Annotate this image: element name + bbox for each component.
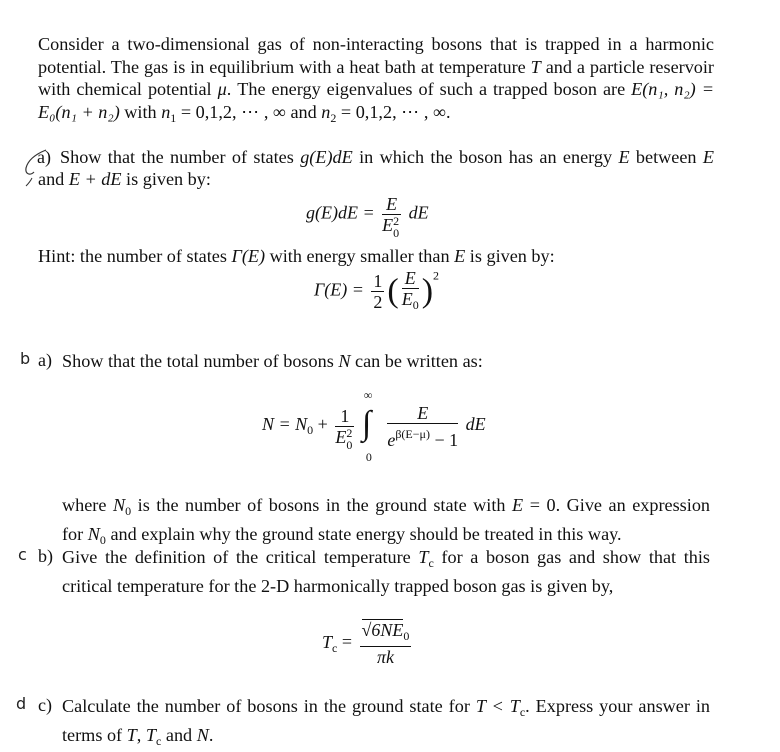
qa-text: in which the boson has an energy	[353, 147, 619, 167]
exponent: β(E−μ)	[395, 427, 430, 441]
superscript: 2	[346, 423, 352, 443]
exp-base: e	[387, 430, 395, 450]
hint-line	[38, 245, 714, 268]
eq-dE: dE	[409, 203, 429, 223]
intro-line-3	[38, 78, 714, 101]
qa-text: Show that the number of states	[60, 147, 300, 167]
symbol-T: T	[418, 547, 428, 567]
fraction-numerator: E	[402, 268, 419, 289]
subscript-2: 2	[330, 111, 336, 125]
subscript: c	[332, 641, 337, 655]
equation-gamma-of-E	[314, 268, 439, 315]
subscript-1: 1	[170, 111, 176, 125]
subscript: 0	[346, 435, 352, 455]
qc-text: Give the definition of the critical temperature	[62, 547, 418, 567]
equation-g-of-E	[306, 194, 429, 235]
intro-text: . The energy eigenvalues of such a trapped boson are	[227, 79, 631, 99]
eq-lhs-text: N = N	[262, 414, 307, 434]
intro-line-1: Consider a two-dimensional gas of non-interacting bosons that is trapped in a harmonic	[38, 33, 714, 56]
qd-text: terms of	[62, 725, 127, 745]
symbol-N: N	[338, 351, 350, 371]
question-c-text	[62, 546, 710, 597]
integral-symbol: ∫	[362, 400, 371, 448]
symbol-n: n	[161, 102, 170, 122]
g-of-E: g(E)dE	[300, 147, 353, 167]
fraction-numerator: E	[382, 194, 401, 215]
qa-text: is given by:	[122, 169, 211, 189]
qd-line-1	[62, 695, 710, 724]
fraction-denominator	[335, 427, 354, 447]
hint-text	[38, 245, 714, 268]
question-a-text	[60, 146, 714, 169]
handwritten-letter: b	[20, 349, 30, 368]
eq-lhs	[322, 632, 337, 652]
subscript: c	[428, 556, 433, 570]
qd-text: . Express your answer in	[525, 696, 710, 716]
den-scripts	[393, 221, 401, 231]
integral-sign	[362, 400, 380, 452]
symbol-E: E	[703, 147, 714, 167]
right-paren: )	[422, 273, 433, 310]
qa-text: between	[630, 147, 703, 167]
qd-text: ,	[137, 725, 146, 745]
qc-text: for a boson gas and show that this	[434, 547, 710, 567]
qb-text: can be written as:	[350, 351, 482, 371]
handwritten-letter: d	[16, 694, 26, 713]
fraction-Tc	[360, 620, 412, 667]
symbol-E: E	[512, 495, 523, 515]
exponent: 2	[433, 269, 439, 283]
equation-total-N	[262, 400, 486, 452]
question-a-line-1	[60, 146, 714, 169]
symbol-E: E	[454, 246, 465, 266]
subscript: 0	[100, 533, 106, 547]
symbol-n: n	[321, 102, 330, 122]
energy-expression: E(n₁, n₂) =	[631, 79, 714, 99]
superscript: 2	[393, 211, 399, 231]
subscript: 0	[125, 504, 131, 518]
fraction-denominator: 2	[371, 292, 384, 312]
qb-text: and explain why the ground state energy should be treated in this way.	[106, 524, 622, 544]
handwritten-letter: c	[18, 545, 27, 564]
qc-line-2: critical temperature for the 2-D harmonically trapped boson gas is given by,	[62, 575, 710, 598]
symbol-T: T	[531, 57, 541, 77]
fraction-one-over-E0sq	[335, 406, 354, 447]
question-c-label: b)	[38, 546, 53, 567]
symbol-E: E	[618, 147, 629, 167]
hint-text-part: Hint: the number of states	[38, 246, 231, 266]
qd-text: and	[161, 725, 196, 745]
symbol-N: N	[88, 524, 100, 544]
qb-text: is the number of bosons in the ground state with	[131, 495, 512, 515]
eq-dE: dE	[466, 414, 486, 434]
question-d-text	[62, 695, 710, 752]
qd-text: Calculate the number of bosons in the ground state for	[62, 696, 476, 716]
intro-text: with chemical potential	[38, 79, 218, 99]
qb-line	[62, 350, 710, 373]
fraction-denominator	[402, 289, 419, 315]
equation-critical-temperature	[322, 620, 414, 667]
eq-lhs: Γ(E) =	[314, 280, 364, 300]
minus-one: − 1	[430, 430, 458, 450]
symbol-mu: μ	[218, 79, 227, 99]
qb-text: for	[62, 524, 88, 544]
question-a-label: a)	[37, 147, 51, 168]
symbol-N: N	[197, 725, 209, 745]
left-paren: (	[387, 273, 398, 310]
subscript: 0	[403, 629, 409, 643]
question-a-line-2	[38, 168, 714, 191]
symbol-T: T	[146, 725, 156, 745]
intro-text: potential. The gas is in equilibrium with a heat bath at temperature	[38, 57, 531, 77]
den-scripts	[346, 433, 354, 443]
den-E: E	[402, 289, 413, 309]
symbol-T: T	[322, 632, 332, 652]
question-b-label: a)	[38, 350, 52, 371]
fraction-denominator	[387, 424, 458, 450]
intro-line-2	[38, 56, 714, 79]
intro-text: = 0,1,2, ⋯ , ∞.	[336, 102, 450, 122]
energy-value-expression: E₀(n₁ + n₂)	[38, 102, 120, 122]
equals-sign: =	[342, 632, 352, 652]
subscript: c	[520, 705, 525, 719]
qb-where-line-1	[62, 494, 710, 523]
cropped-text-remnant	[40, 0, 280, 4]
qc-line-1	[62, 546, 710, 575]
gamma-of-E: Γ(E)	[231, 246, 265, 266]
subscript: c	[156, 734, 161, 748]
fraction-numerator	[360, 620, 412, 647]
den-E: E	[382, 215, 393, 235]
symbol-n1	[161, 102, 176, 122]
question-b-text	[62, 350, 710, 373]
subscript: 0	[307, 423, 313, 437]
fraction-numerator: E	[387, 403, 458, 424]
intro-text: and a particle reservoir	[541, 57, 714, 77]
fraction-numerator: 1	[371, 271, 384, 292]
integrand-fraction	[387, 403, 458, 450]
fraction-denominator	[382, 215, 401, 235]
eq-lhs	[262, 414, 313, 434]
E-plus-dE: E + dE	[69, 169, 122, 189]
integral-lower-limit: 0	[366, 450, 372, 465]
qd-text: .	[209, 725, 214, 745]
hint-text-part: is given by:	[465, 246, 554, 266]
subscript: 0	[393, 223, 399, 243]
fraction-half	[371, 271, 384, 312]
symbol-n2	[321, 102, 336, 122]
plus-sign: +	[318, 414, 328, 434]
subscript: 0	[413, 298, 419, 312]
qa-line-2	[38, 168, 714, 191]
T-less-than-Tc: T < T	[476, 696, 520, 716]
eq-lhs: g(E)dE =	[306, 203, 375, 223]
intro-paragraph	[38, 33, 714, 129]
qb-text: = 0. Give an expression	[523, 495, 710, 515]
fraction-denominator: πk	[360, 647, 412, 667]
symbol-N: N	[113, 495, 125, 515]
qa-text: and	[38, 169, 69, 189]
question-b-where	[62, 494, 710, 551]
qb-text: Show that the total number of bosons	[62, 351, 338, 371]
qb-text: where	[62, 495, 113, 515]
question-d-label: c)	[38, 695, 52, 716]
intro-text: with	[120, 102, 161, 122]
intro-line-4	[38, 101, 714, 130]
symbol-T: T	[127, 725, 137, 745]
hint-text-part: with energy smaller than	[265, 246, 454, 266]
intro-text: = 0,1,2, ⋯ , ∞ and	[176, 102, 321, 122]
fraction-E-over-E0	[402, 268, 419, 315]
fraction-numerator: 1	[335, 406, 354, 427]
sqrt-expression: √6NE	[362, 619, 404, 640]
fraction	[382, 194, 401, 235]
integral-upper-limit: ∞	[364, 388, 373, 403]
qd-line-2	[62, 724, 710, 752]
den-E: E	[335, 427, 346, 447]
